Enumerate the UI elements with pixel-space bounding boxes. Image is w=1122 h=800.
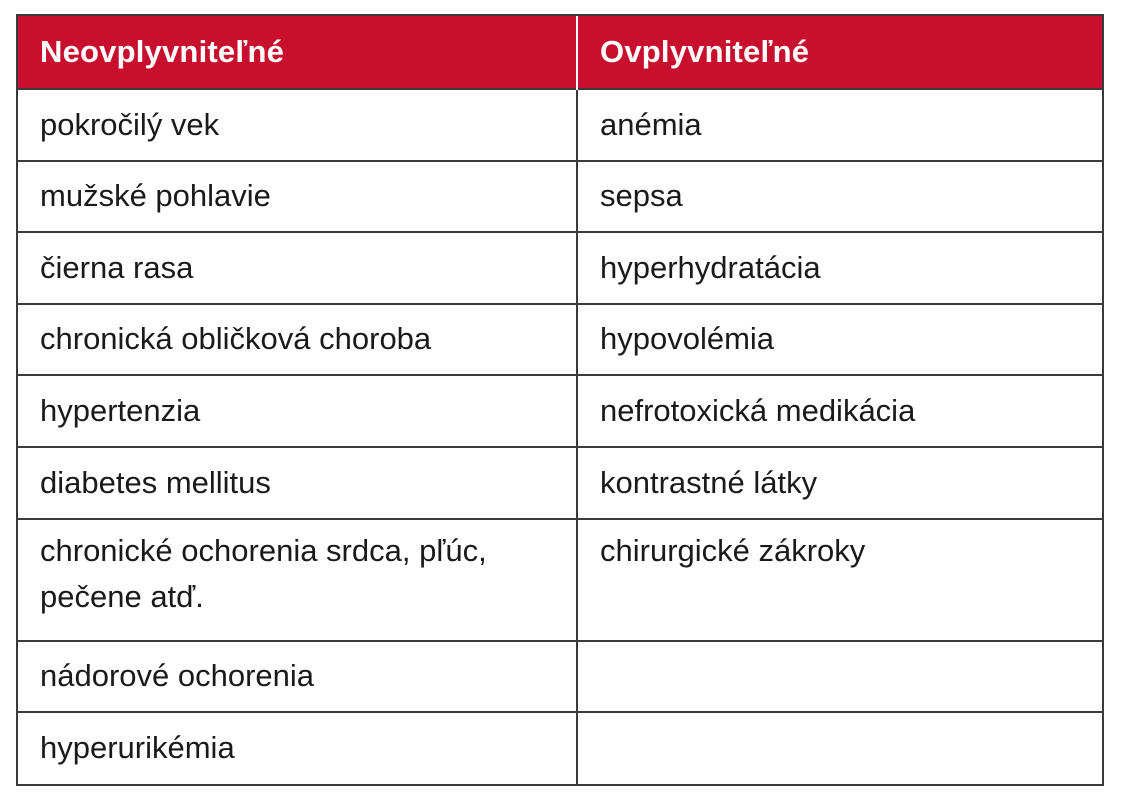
cell-modifiable: hyperhydratácia	[577, 232, 1102, 304]
cell-modifiable: kontrastné látky	[577, 447, 1102, 519]
cell-modifiable	[577, 641, 1102, 713]
cell-modifiable: hypovolémia	[577, 304, 1102, 376]
header-modifiable: Ovplyvniteľné	[577, 16, 1102, 89]
table-row	[18, 375, 1102, 447]
cell-non-modifiable: čierna rasa	[18, 232, 577, 304]
cell-modifiable: anémia	[577, 89, 1102, 161]
cell-non-modifiable: hypertenzia	[18, 375, 577, 447]
table-row	[18, 89, 1102, 161]
table-row	[18, 161, 1102, 233]
header-non-modifiable: Neovplyvniteľné	[18, 16, 577, 89]
cell-non-modifiable: hyperurikémia	[18, 712, 577, 784]
cell-modifiable	[577, 712, 1102, 784]
cell-non-modifiable: nádorové ochorenia	[18, 641, 577, 713]
table-row	[18, 304, 1102, 376]
risk-factors-table-container	[16, 14, 1104, 786]
cell-non-modifiable: chronická obličková choroba	[18, 304, 577, 376]
cell-non-modifiable: chronické ochorenia srdca, pľúc, pečene atď.	[18, 519, 577, 641]
table-row	[18, 519, 1102, 641]
risk-factors-table	[18, 16, 1102, 784]
cell-non-modifiable: diabetes mellitus	[18, 447, 577, 519]
cell-non-modifiable: pokročilý vek	[18, 89, 577, 161]
cell-modifiable: chirurgické zákroky	[577, 519, 1102, 641]
cell-modifiable: nefrotoxická medikácia	[577, 375, 1102, 447]
table-row	[18, 232, 1102, 304]
cell-modifiable: sepsa	[577, 161, 1102, 233]
cell-non-modifiable: mužské pohlavie	[18, 161, 577, 233]
table-row	[18, 447, 1102, 519]
table-header-row	[18, 16, 1102, 89]
table-row	[18, 712, 1102, 784]
table-row	[18, 641, 1102, 713]
